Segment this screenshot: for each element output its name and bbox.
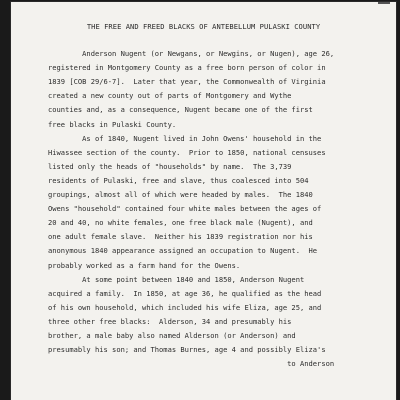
body-text-line: one adult female slave. Neither his 1839 registration nor his — [48, 232, 313, 242]
body-text-line: groupings, almost all of which were headed by males. The 1840 — [48, 190, 313, 199]
body-text-line: 1839 [COB 29/6-7]. Later that year, the Commonwealth of Virginia — [48, 77, 326, 87]
body-text-line: Owens "household" contained four white males between the ages of — [48, 204, 322, 214]
document-page — [11, 2, 396, 400]
body-text-line: presumably his son; and Thomas Burnes, age 4 and possibly Eliza's — [48, 345, 326, 355]
body-text-line: brother, a male baby also named Alderson (or Anderson) and — [48, 331, 296, 340]
body-text-line: 20 and 40, no white females, one free black male (Nugent), and — [48, 218, 313, 228]
body-text-line: three other free blacks: Alderson, 34 and presumably his — [48, 316, 292, 326]
document-title: THE FREE AND FREED BLACKS OF ANTEBELLUM PULASKI COUNTY — [86, 22, 321, 31]
body-text-line: At some point between 1840 and 1850, Anderson Nugent — [48, 274, 305, 284]
body-text-line: Anderson Nugent (or Newgans, or Newgins, or Nugen), age 26, — [48, 49, 335, 58]
body-text-line: registered in Montgomery County as a free born person of color in — [48, 63, 326, 73]
body-text-line: acquired a family. In 1850, at age 36, he qualified as the head — [48, 288, 322, 298]
page-edge-mark — [378, 2, 390, 4]
body-text-line: listed only the heads of "households" by name. The 3,739 — [48, 161, 292, 171]
body-text-line: counties and, as a consequence, Nugent became one of the first — [48, 105, 313, 115]
body-text-line: probably worked as a farm hand for the Owens. — [48, 260, 241, 270]
body-text-line: created a new county out of parts of Montgomery and Wythe — [48, 91, 292, 101]
body-text-line: of his own household, which included his wife Eliza, age 25, and — [48, 302, 322, 312]
body-text-line: to Anderson — [48, 359, 335, 369]
body-text-line: Hiwassee section of the county. Prior to 1850, national censuses — [48, 147, 326, 157]
body-text-line: As of 1840, Nugent lived in John Owens' household in the — [48, 133, 322, 143]
body-text-line: residents of Pulaski, free and slave, thus coalesced into 504 — [48, 175, 309, 185]
body-text-line: free blacks in Pulaski County. — [48, 119, 177, 129]
body-text-line: anonymous 1840 appearance assigned an occupation to Nugent. He — [48, 246, 318, 256]
